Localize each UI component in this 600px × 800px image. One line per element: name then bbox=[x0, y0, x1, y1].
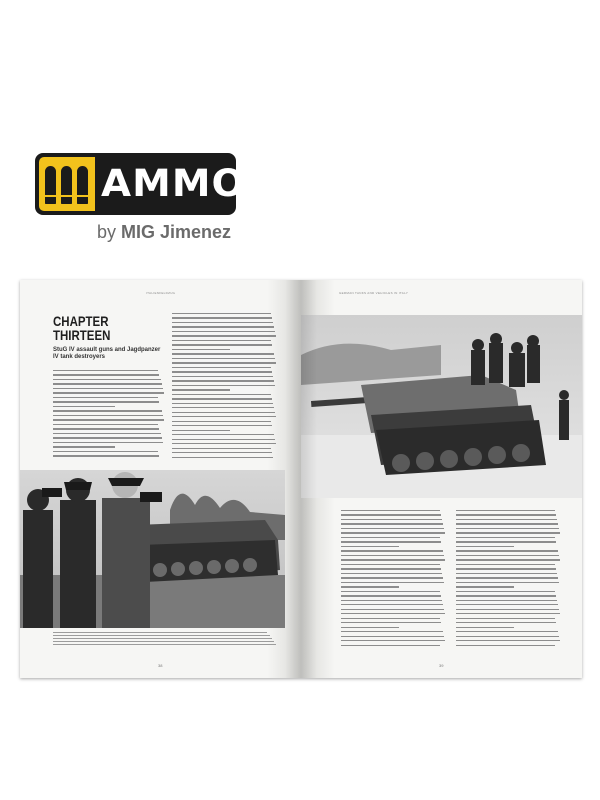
text-line bbox=[341, 519, 442, 520]
text-line bbox=[341, 541, 441, 542]
text-line bbox=[456, 645, 555, 646]
text-line bbox=[172, 403, 273, 404]
text-line bbox=[53, 644, 276, 645]
text-line bbox=[172, 439, 275, 440]
text-line bbox=[53, 638, 272, 639]
text-line bbox=[341, 537, 440, 538]
text-line bbox=[456, 640, 560, 641]
text-line bbox=[341, 582, 444, 583]
text-line bbox=[456, 573, 557, 574]
text-line bbox=[341, 627, 399, 628]
text-line bbox=[172, 457, 273, 458]
text-line bbox=[456, 636, 559, 637]
text-line bbox=[341, 523, 443, 524]
right-running-head: GERMAN TANKS AND VEHICLES IN ITALY bbox=[339, 291, 409, 295]
text-line bbox=[456, 532, 560, 533]
chapter-heading bbox=[53, 314, 110, 342]
chapter-subtitle: StuG IV assault guns and Jagdpanzer IV tank destroyers bbox=[53, 347, 161, 360]
text-line bbox=[53, 370, 158, 371]
text-line bbox=[53, 419, 164, 420]
text-line bbox=[456, 595, 556, 596]
text-line bbox=[172, 358, 275, 359]
text-line bbox=[53, 374, 159, 375]
magazine-spread bbox=[20, 280, 582, 678]
text-line bbox=[341, 568, 441, 569]
chapter-line-2: THIRTEEN bbox=[53, 327, 111, 343]
text-line bbox=[172, 385, 275, 386]
text-line bbox=[172, 407, 274, 408]
text-line bbox=[456, 546, 514, 547]
text-line bbox=[456, 510, 555, 511]
text-line bbox=[341, 555, 444, 556]
text-line bbox=[172, 340, 271, 341]
text-line bbox=[53, 451, 158, 452]
text-line bbox=[341, 622, 441, 623]
text-line bbox=[341, 595, 441, 596]
byline-prefix: by bbox=[97, 222, 117, 242]
text-line bbox=[172, 326, 274, 327]
text-line bbox=[172, 317, 272, 318]
text-line bbox=[172, 353, 274, 354]
text-line bbox=[341, 510, 440, 511]
text-line bbox=[456, 613, 560, 614]
text-line bbox=[456, 604, 558, 605]
text-line bbox=[341, 636, 444, 637]
text-line bbox=[53, 446, 115, 447]
text-line bbox=[341, 631, 443, 632]
text-line bbox=[53, 401, 159, 402]
text-line bbox=[53, 437, 162, 438]
byline bbox=[97, 222, 231, 243]
text-line bbox=[53, 455, 159, 456]
text-line bbox=[456, 541, 556, 542]
ammo-logo bbox=[35, 153, 246, 215]
text-line bbox=[172, 362, 276, 363]
text-line bbox=[53, 428, 159, 429]
text-line bbox=[341, 514, 441, 515]
text-line bbox=[341, 604, 443, 605]
text-line bbox=[172, 322, 273, 323]
text-line bbox=[456, 514, 556, 515]
text-line bbox=[172, 376, 273, 377]
left-body-column-2 bbox=[172, 313, 277, 463]
text-line bbox=[341, 550, 443, 551]
photo-caption bbox=[53, 632, 281, 646]
text-line bbox=[456, 523, 558, 524]
text-line bbox=[456, 618, 555, 619]
text-line bbox=[341, 577, 443, 578]
text-line bbox=[341, 645, 440, 646]
text-line bbox=[172, 412, 275, 413]
logo-wordmark: AMMO bbox=[101, 162, 246, 205]
text-line bbox=[172, 335, 276, 336]
spread-gutter-shadow bbox=[285, 280, 317, 678]
text-line bbox=[53, 410, 162, 411]
text-line bbox=[341, 559, 445, 560]
text-line bbox=[341, 600, 442, 601]
text-line bbox=[456, 609, 559, 610]
text-line bbox=[172, 416, 276, 417]
text-line bbox=[172, 434, 274, 435]
text-line bbox=[172, 421, 271, 422]
text-line bbox=[172, 331, 275, 332]
text-line bbox=[53, 392, 164, 393]
text-line bbox=[53, 424, 158, 425]
text-line bbox=[53, 406, 115, 407]
tank-crew-photo bbox=[20, 470, 285, 628]
text-line bbox=[53, 442, 163, 443]
byline-brand: MIG Jimenez bbox=[121, 222, 232, 242]
text-line bbox=[341, 640, 445, 641]
text-line bbox=[172, 452, 272, 453]
text-line bbox=[172, 398, 272, 399]
text-line bbox=[53, 641, 274, 642]
text-line bbox=[341, 618, 440, 619]
text-line bbox=[456, 564, 555, 565]
text-line bbox=[456, 519, 557, 520]
right-body-column-2 bbox=[456, 510, 561, 648]
text-line bbox=[456, 631, 558, 632]
text-line bbox=[341, 586, 399, 587]
text-line bbox=[341, 573, 442, 574]
text-line bbox=[172, 389, 230, 390]
text-line bbox=[341, 613, 445, 614]
text-line bbox=[456, 559, 560, 560]
text-line bbox=[53, 635, 270, 636]
text-line bbox=[53, 415, 163, 416]
text-line bbox=[172, 443, 276, 444]
text-line bbox=[456, 622, 556, 623]
text-line bbox=[172, 313, 271, 314]
text-line bbox=[456, 528, 559, 529]
text-line bbox=[341, 528, 444, 529]
text-line bbox=[341, 591, 440, 592]
text-line bbox=[172, 425, 272, 426]
text-line bbox=[456, 600, 557, 601]
text-line bbox=[456, 586, 514, 587]
left-running-head: ITALIENFELDZUG bbox=[146, 291, 176, 295]
text-line bbox=[456, 537, 555, 538]
text-line bbox=[53, 397, 158, 398]
text-line bbox=[456, 582, 559, 583]
text-line bbox=[172, 349, 230, 350]
text-line bbox=[172, 380, 274, 381]
text-line bbox=[456, 591, 555, 592]
text-line bbox=[341, 609, 444, 610]
text-line bbox=[53, 433, 161, 434]
left-body-column-1 bbox=[53, 370, 165, 460]
text-line bbox=[172, 394, 271, 395]
text-line bbox=[172, 430, 230, 431]
text-line bbox=[456, 577, 558, 578]
right-page bbox=[301, 280, 582, 678]
left-page bbox=[20, 280, 301, 678]
text-line bbox=[172, 367, 271, 368]
text-line bbox=[341, 546, 399, 547]
text-line bbox=[341, 532, 445, 533]
text-line bbox=[53, 383, 162, 384]
text-line bbox=[172, 344, 272, 345]
bullets-emblem-icon bbox=[39, 157, 95, 211]
text-line bbox=[456, 568, 556, 569]
text-line bbox=[53, 379, 161, 380]
chapter-line-1: CHAPTER bbox=[53, 313, 109, 329]
assault-gun-photo bbox=[301, 315, 582, 498]
right-page-number: 39 bbox=[439, 663, 444, 668]
right-body-column-1 bbox=[341, 510, 446, 648]
text-line bbox=[53, 632, 267, 633]
left-page-number: 38 bbox=[158, 663, 163, 668]
text-line bbox=[53, 388, 163, 389]
text-line bbox=[456, 555, 559, 556]
text-line bbox=[456, 627, 514, 628]
text-line bbox=[341, 564, 440, 565]
text-line bbox=[172, 448, 271, 449]
text-line bbox=[172, 371, 272, 372]
text-line bbox=[456, 550, 558, 551]
